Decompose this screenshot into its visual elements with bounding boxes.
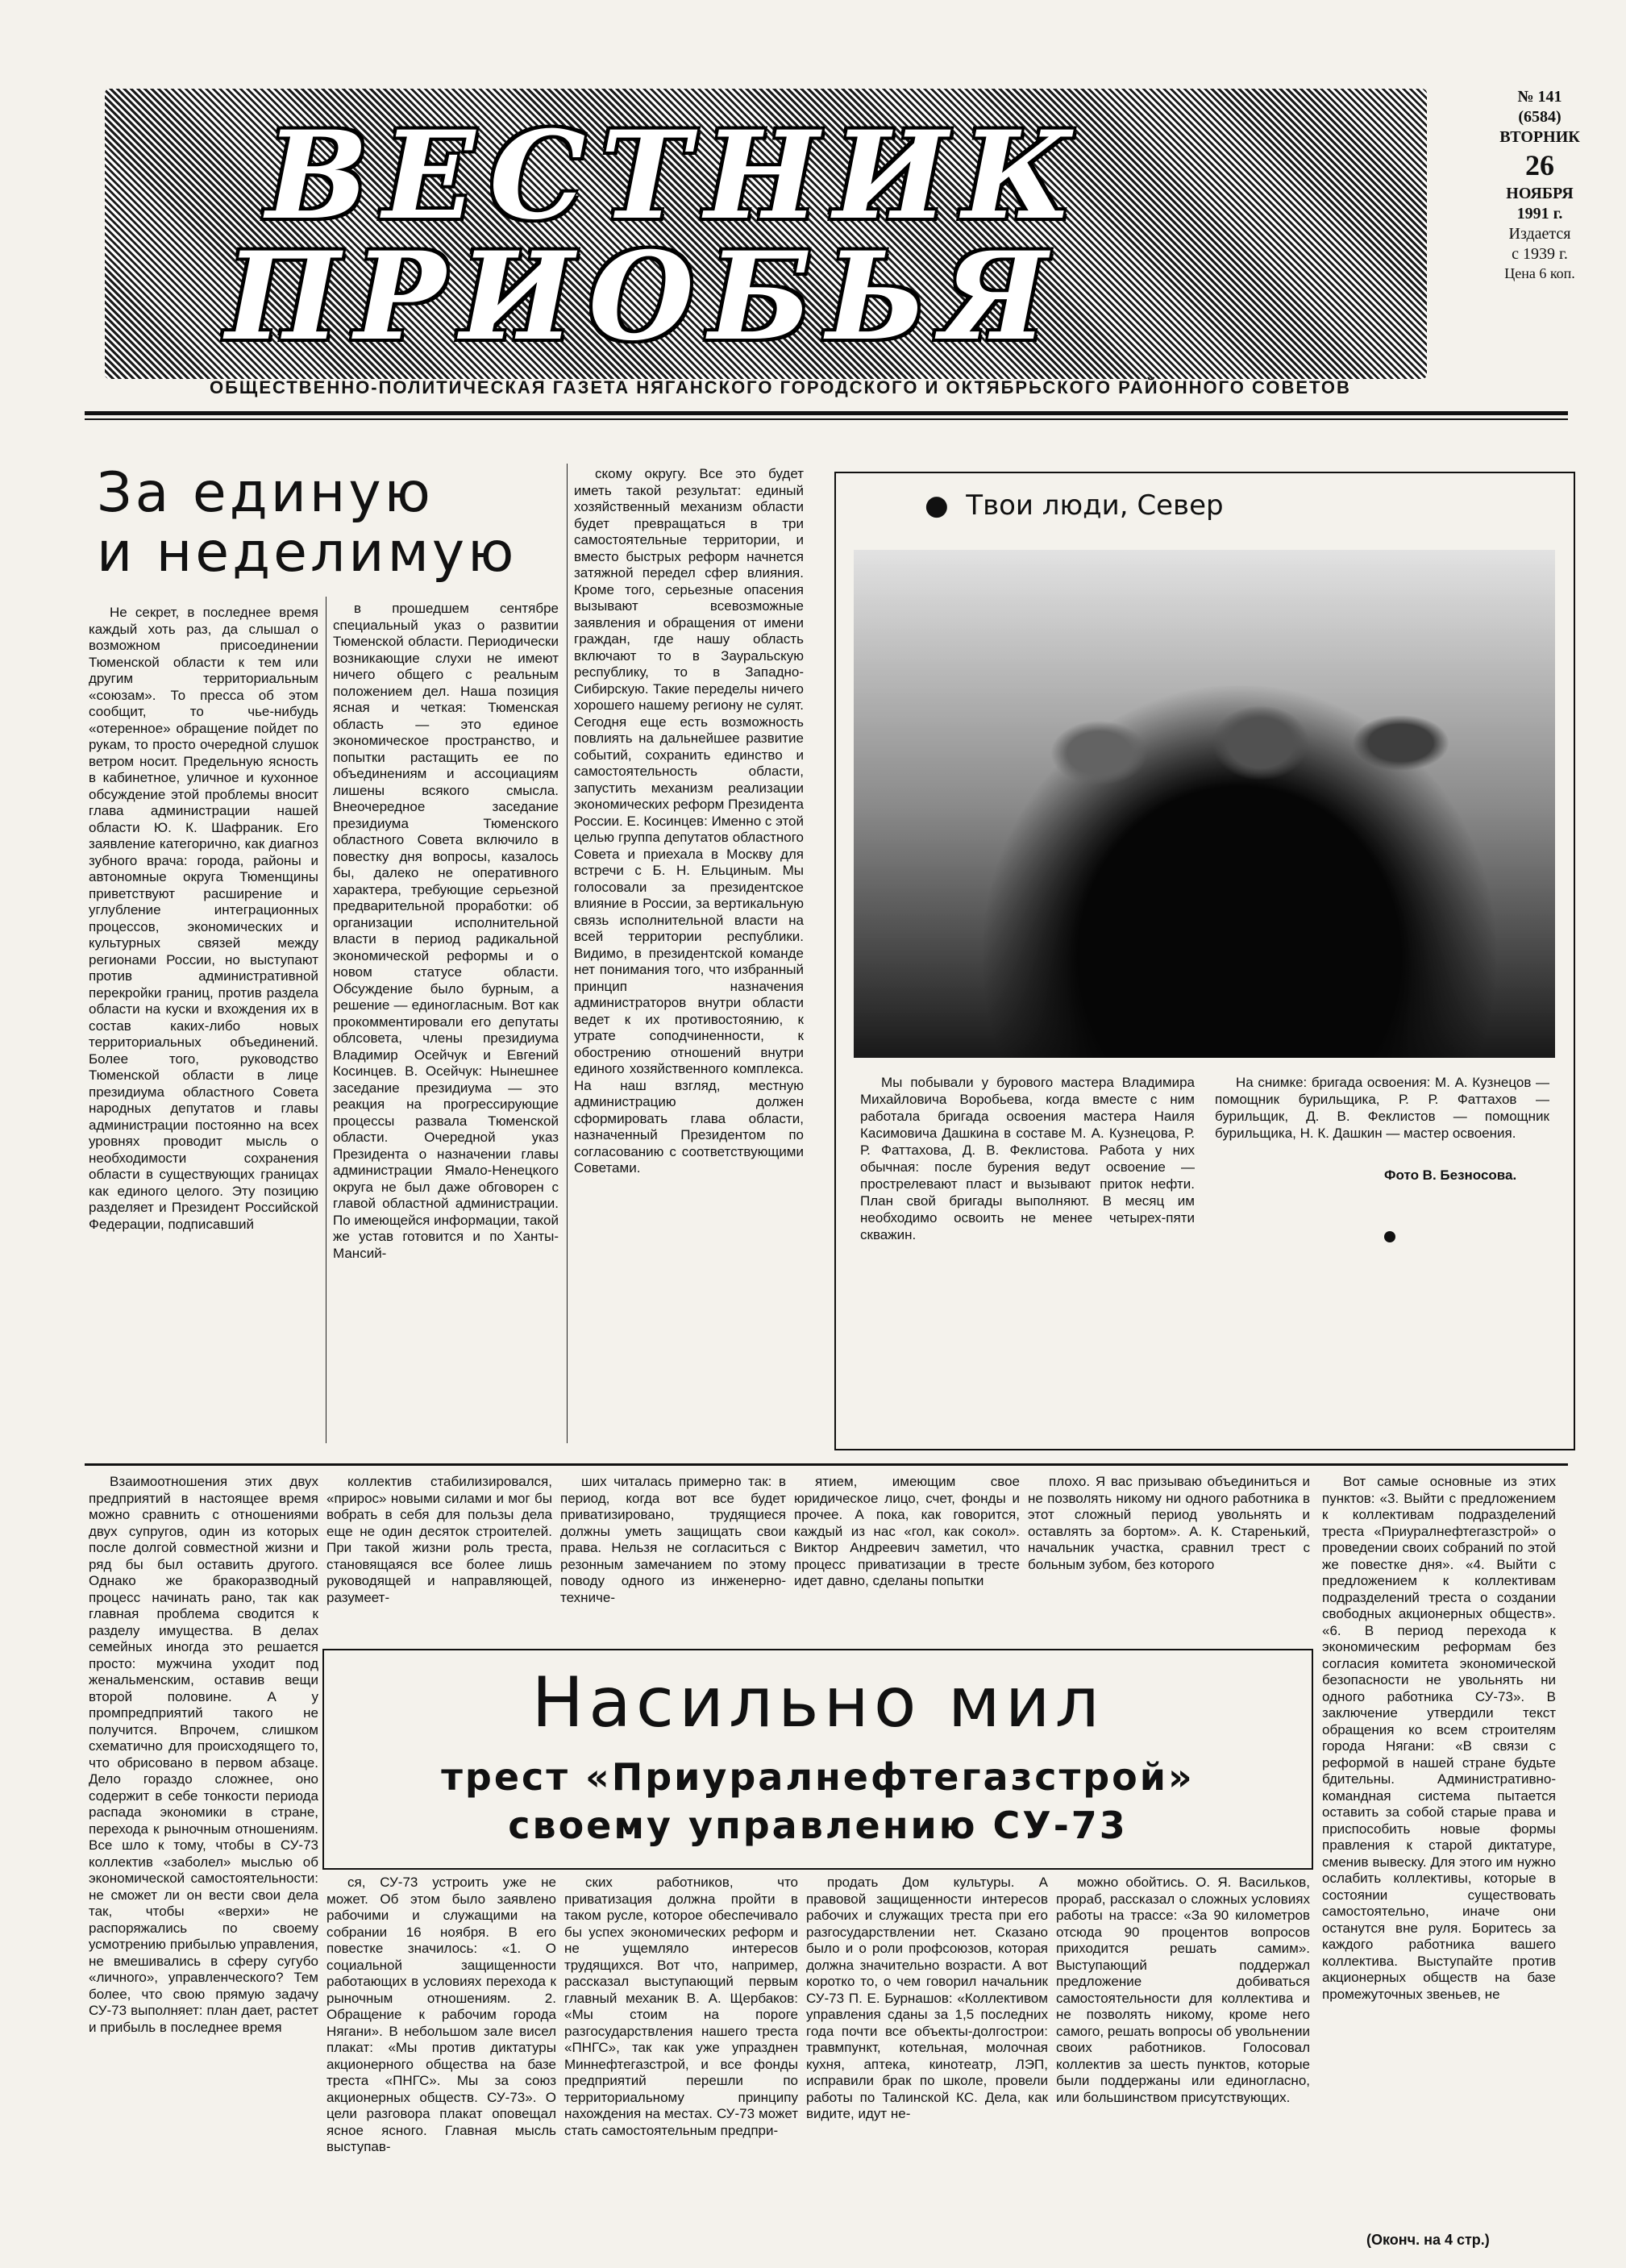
issue-weekday: ВТОРНИК (1499, 128, 1580, 146)
article2-subtitle-line2: своему управлению СУ-73 (508, 1804, 1128, 1847)
article2-title: Насильно мил (531, 1663, 1104, 1743)
section-rule (85, 1463, 1568, 1466)
article2-upper-col4-text: ятием, имеющим свое юридическое лицо, счет, фонды и прочее. А пока, как говорится, каждый из нас «гол, как сокол». Виктор Андреевич заметил, что процесс приватизации в тресте идет давно, сделаны попытки (794, 1474, 1020, 1588)
article2-col1-text: Взаимоотношения этих двух предприятий в настоящее время можно сравнить с отношениями двух супругов, один из которых после долгой совместной жизни и ряд бы был оставить другого. Однако же бракоразводный процесс начинать рано, так как главная проблема сводится к разделу имущества. В делах семейных иногда это решается просто: мужчина уходит под женальменским, оставив вещи второй половине. А у промпредприятий такого не получится. Впрочем, слишком схематично для происходящего то, что обрисовано в первом абзаце. Дело гораздо сложнее, оно содержит в себе тонкости периода распада экономики в стране, перехода к рыночным отношениям. Все шло к тому, чтобы в СУ-73 коллектив «заболел» мыслью об экономической самостоятельности: не сможет ли он вести свои дела так, чтобы «верхи» не распоряжались по своему усмотрению прибылью управления, не вмешивались в сферу сугубо «личного», управленческого? Тем более, что свою прямую задачу СУ-73 выполняет: план дает, растет и прибыль в последнее время (89, 1474, 318, 2035)
article1-col2 (333, 601, 559, 1443)
article2-lower-col4-text: можно обойтись. О. Я. Васильков, прораб, рассказал о сложных условиях работы на трассе: «За 90 километров отсюда 90 процентов вопросов приходится решать самим». Выступающий поддержал предложение добиваться самостоятельности для коллектива и не позволять никому, кроме него самого, решать вопросы об увольнении своих работников. Голосовал коллектив за шесть пунктов, которые были поддержаны или единогласно, или большинством присутствующих. (1056, 1875, 1310, 2105)
article2-upper-col3 (560, 1474, 786, 1643)
article1-col1-text: Не секрет, в последнее время каждый хоть раз, да слышал о возможном присоединении Тюменской области к тем или другим территориальным «союзам». То пресса об этом сообщит, то чье-нибудь «отеренное» обращение пойдет по рукам, то просто очередной слушок ветром носит. Предельную ясность в кабинетное, уличное и кухонное обсуждение этой проблемы вносит глава администрации нашей области Ю. К. Шафраник. Его заявление категорично, как диагноз зубного врача: города, районы и автономные округа Тюменщины приветствуют расширение и углубление интеграционных процессов, экономических и культурных связей между регионами России, но выступают против административной перекройки границ, против раздела области на куски и вхождения их в состав каких-либо новых территориальных объединений. Более того, руководство Тюменской области в лице президиума областного Совета народных депутатов и главы администрации постоянно на всех уровнях проводит мысль о необходимости сохранения области в существующих границах как единого целого. Эту позицию разделяет и Президент Российской Федерации, подписавший (89, 605, 318, 1232)
article1-title (97, 461, 548, 585)
issue-number: № 141 (1517, 88, 1562, 106)
article2-upper-col4 (794, 1474, 1020, 1643)
article1-col1 (89, 605, 318, 1443)
bullet-icon: ● (925, 489, 967, 522)
issue-month: НОЯБРЯ (1506, 185, 1574, 202)
article2-lower-col3 (806, 1875, 1048, 2253)
header-rule-thin (85, 418, 1568, 420)
article2-lower-col2 (564, 1875, 798, 2253)
masthead-title-line1: ВЕСТНИК (266, 105, 1087, 247)
photo-caption-left (860, 1074, 1195, 1340)
article1-col2-text: в прошедшем сентябре специальный указ о развитии Тюменской области. Периодически возникающие слухи не имеют ничего общего с реальным положением дел. Наша позиция ясная и четкая: Тюменская область — это единое экономическое пространство, и попытки растащить ее по объединениям и ассоциациям лишены всякого смысла. Внеочередное заседание президиума Тюменского областного Совета включило в повестку дня вопросы, казалось бы, далеко не оперативного характера, требующие серьезной предварительной проработки: об организации исполнительной власти в период радикальной экономической реформы и о новом статусе области. Обсуждение было бурным, а решение — единогласным. Вот как прокомментировали его депутаты облсовета, члены президиума Владимир Осейчук и Евгений Косинцев. В. Осейчук: Нынешнее заседание президиума — это реакция на прогрессирующие процессы развала Тюменской области. Очередной указ Президента о назначении главы администрации Ямало-Ненецкого округа не был даже обговорен с главой областной администрации. По имеющейся информации, такой же устав готовится и по Ханты-Мансий- (333, 601, 559, 1261)
article2-col1 (89, 1474, 318, 2260)
published-since: с 1939 г. (1512, 245, 1568, 263)
photo-feature-box (834, 472, 1575, 1450)
article1-col3 (574, 466, 804, 1442)
issue-number-total: (6584) (1518, 108, 1562, 126)
newspaper-subtitle: ОБЩЕСТВЕННО-ПОЛИТИЧЕСКАЯ ГАЗЕТА НЯГАНСКОГО ГОРОДСКОГО И ОКТЯБРЬСКОГО РАЙОННОГО СОВЕТОВ (210, 377, 1351, 397)
article2-lower-col3-text: продать Дом культуры. А правовой защищенности интересов рабочих и служащих треста при его разгосударствлении нет. Сказано было и о роли профсоюзов, которая должна значительно возрасти. А вот коротко то, о чем говорил начальник СУ-73 П. Е. Бурнашов: «Коллективом управления сданы за 1,5 последних года почти все объекты-долгострои: травмпункт, котельная, молочная кухня, аптека, кинотеатр, ЛЭП, исправили брак по школе, провели работы по Талинской КС. Дела, как видите, идут не- (806, 1875, 1048, 2121)
article1-title-line2: и неделимую (97, 521, 518, 585)
article2-upper-col2 (326, 1474, 552, 1643)
photo-rubric-text: Твои люди, Север (966, 489, 1224, 522)
photo-rubric (925, 489, 1224, 522)
article2-right-col-text: Вот самые основные из этих пунктов: «3. Выйти с предложением к коллективам подразделений треста «Приуралнефтегазстрой» о проведении своих собраний по этой же повестке дня». «4. Выйти с предложением к коллективам подразделений треста о создании свободных акционерных обществ». «6. В период перехода к экономическим реформам без согласия комитета экономической безопасности не увольнять ни одного работника СУ-73». В заключение утвердили текст обращения ко всем строителям города Нягани: «В связи с реформой в нашей стране будьте бдительны. Административно-командная система пытается оставить за собой старые права и приспособить новые формы правления к старой диктатуре, сменив вывеску. Для этого им нужно ослабить коллективы, которые в состоянии существовать самостоятельно, иначе они останутся вне руля. Боритесь за каждого работника вашего коллектива. Выступайте против акционерных обществ на базе промежуточных звеньев, не (1322, 1474, 1556, 2002)
article2-upper-col2-text: коллектив стабилизировался, «прирос» новыми силами и мог бы вобрать в себя для пользы дела еще не один десяток строителей. При такой жизни роль треста, становящаяся все более лишь руководящей и направляющей, разумеет- (326, 1474, 552, 1605)
article2-right-col (1322, 1474, 1556, 2224)
brigade-photo (854, 550, 1555, 1058)
issue-info (1483, 87, 1596, 283)
article1-title-line1: За единую (97, 461, 434, 525)
published-label: Издается (1508, 225, 1571, 243)
column-divider (567, 464, 568, 1443)
masthead-logo (105, 89, 1427, 379)
article2-lower-col4 (1056, 1875, 1310, 2253)
photo-caption-right-text: На снимке: бригада освоения: М. А. Кузнецов — помощник бурильщика, Р. Р. Фаттахов — бурильщик, Д. В. Феклистов — помощник бурильщика, Н. К. Дашкин — мастер освоения. (1215, 1075, 1549, 1141)
article2-subtitle-line1: трест «Приуралнефтегазстрой» (441, 1755, 1195, 1799)
photo-credit: Фото В. Безносова. (1384, 1167, 1517, 1183)
masthead-title-line2: ПРИОБЬЯ (226, 226, 1063, 368)
photo-caption-left-text: Мы побывали у бурового мастера Владимира Михайловича Воробьева, когда вместе с ним работала бригада освоения мастера Наиля Касимовича Дашкина в составе М. А. Кузнецова, Р. Р. Фаттахова, Д. В. Феклистова. Работа у них обычная: после бурения ведут освоение — прострелевают пласт и вызывают приток нефти. План свой бригады выполняют. В месяц им необходимо освоить не менее четырех-пяти скважин. (860, 1075, 1195, 1242)
article2-lower-col2-text: ских работников, что приватизация должна пройти в таком русле, которое обеспечивало бы успех экономических реформ и не ущемляло интересов трудящихся. Вот что, например, рассказал выступающий первым главный механик В. А. Щербаков: «Мы стоим на пороге разгосударствления нашего треста «ПНГС», так как уже упразднен Миннефтегазстрой, и все фонды предприятий перешли по территориальному принципу нахождения на местах. СУ-73 может стать самостоятельным предпри- (564, 1875, 798, 2138)
issue-year: 1991 г. (1516, 205, 1563, 223)
dot-icon (1384, 1231, 1395, 1242)
article2-lower-col1 (326, 1875, 556, 2253)
article2-upper-col5 (1028, 1474, 1310, 1643)
article2-headline-box (322, 1649, 1313, 1870)
issue-day: 26 (1525, 149, 1554, 181)
photo-caption-right (1215, 1074, 1549, 1163)
article2-lower-col1-text: ся, СУ-73 устроить уже не может. Об этом было заявлено рабочими и служащими на собрании 16 ноября. В его повестке значилось: «1. О социальной защищенности работающих в условиях перехода к рыночным отношениям. 2. Обращение к рабочим города Нягани». В небольшом зале висел плакат: «Мы против диктатуры акционерного общества на базе треста «ПНГС». Мы за союз акционерных обществ. СУ-73». О цели разговора плакат оповещал ясное ясного. Главная мысль выступав- (326, 1875, 556, 2154)
article1-col3-text: скому округу. Все это будет иметь такой результат: единый хозяйственный механизм области будет превращаться в три самостоятельные территории, и вместо быстрых реформ начнется затяжной передел сфер влияния. Кроме того, серьезные опасения вызывают всевозможные заявления и обращения от имени граждан, где нашу область включают то в Зауральскую республику, то в Западно-Сибирскую. Такие переделы ничего хорошего нашему региону не сулят. Сегодня еще есть возможность повлиять на дальнейшее развитие событий, сохранить единство и самостоятельность области, запустить механизм реализации экономических реформ Президента России. Е. Косинцев: Именно с этой целью группа депутатов областного Совета и приехала в Москву для встречи с Б. Н. Ельциным. Мы голосовали за президентское влияние в России, за вертикальную связь исполнительной власти на всей территории республики. Видимо, в президентской команде нет понимания того, что избранный принцип назначения администраторов внутри области ведет к их противостоянию, к утрате соподчиненности, к обострению отношений внутри единого хозяйственного комплекса. На наш взгляд, местную администрацию должен сформировать глава области, назначенный Президентом по согласованию с соответствующими Советами. (574, 466, 804, 1176)
article2-upper-col3-text: ших читалась примерно так: в период, когда вот все будет приватизировано, трудящиеся должны уметь защищать свои права. Нельзя не согласиться с резонным замечанием по этому поводу одного из инженерно-техниче- (560, 1474, 786, 1605)
issue-price: Цена 6 коп. (1504, 265, 1575, 281)
header-rule (85, 411, 1568, 415)
continued-note: (Оконч. на 4 стр.) (1366, 2232, 1490, 2248)
article2-upper-col5-text: плохо. Я вас призываю объединиться и не позволять никому ни одного работника в этот сложный период увольнять и оставлять за бортом». А. К. Старенький, начальник участка, сравнил трест с больным зубом, без которого (1028, 1474, 1310, 1572)
